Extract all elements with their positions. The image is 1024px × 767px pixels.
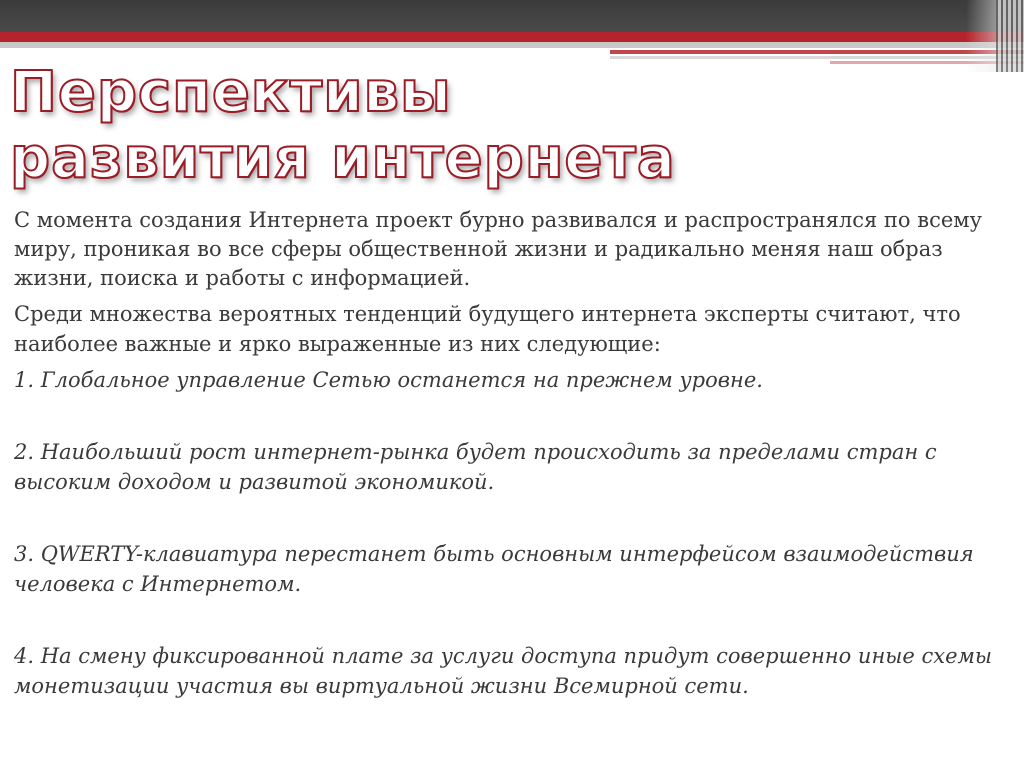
header-edge-fade bbox=[966, 0, 996, 72]
header-accent-line-grey bbox=[610, 56, 1024, 59]
header-edge-stripes bbox=[996, 0, 1024, 72]
header-band-grey bbox=[0, 42, 1024, 48]
header-band-dark bbox=[0, 0, 1024, 32]
header-accent-line-red bbox=[610, 50, 1024, 54]
slide-title: Перспективы развития интернета bbox=[10, 60, 676, 191]
trend-item-2: 2. Наибольший рост интернет-рынка будет происходить за пределами стран с высоким доходом и развитой экономикой. bbox=[14, 440, 937, 494]
trend-item-3: 3. QWERTY-клавиатура перестанет быть основным интерфейсом взаимодействия человека с Интернетом. bbox=[14, 542, 974, 596]
header-band-red bbox=[0, 32, 1024, 42]
intro-paragraph: С момента создания Интернета проект бурно развивался и распространялся по всему миру, проникая во все сферы общественной жизни и радикально меняя наш образ жизни, поиска и работы с информацией. bbox=[14, 208, 982, 290]
trend-item-1: 1. Глобальное управление Сетью останется на прежнем уровне. bbox=[14, 368, 763, 392]
trends-intro-paragraph: Среди множества вероятных тенденций будущего интернета эксперты считают, что наиболее важные и ярко выраженные из них следующие: bbox=[14, 302, 961, 356]
slide-body bbox=[14, 206, 1014, 701]
trend-item-4: 4. На смену фиксированной плате за услуги доступа придут совершенно иные схемы монетизации участия вы виртуальной жизни Всемирной сети. bbox=[14, 644, 993, 698]
